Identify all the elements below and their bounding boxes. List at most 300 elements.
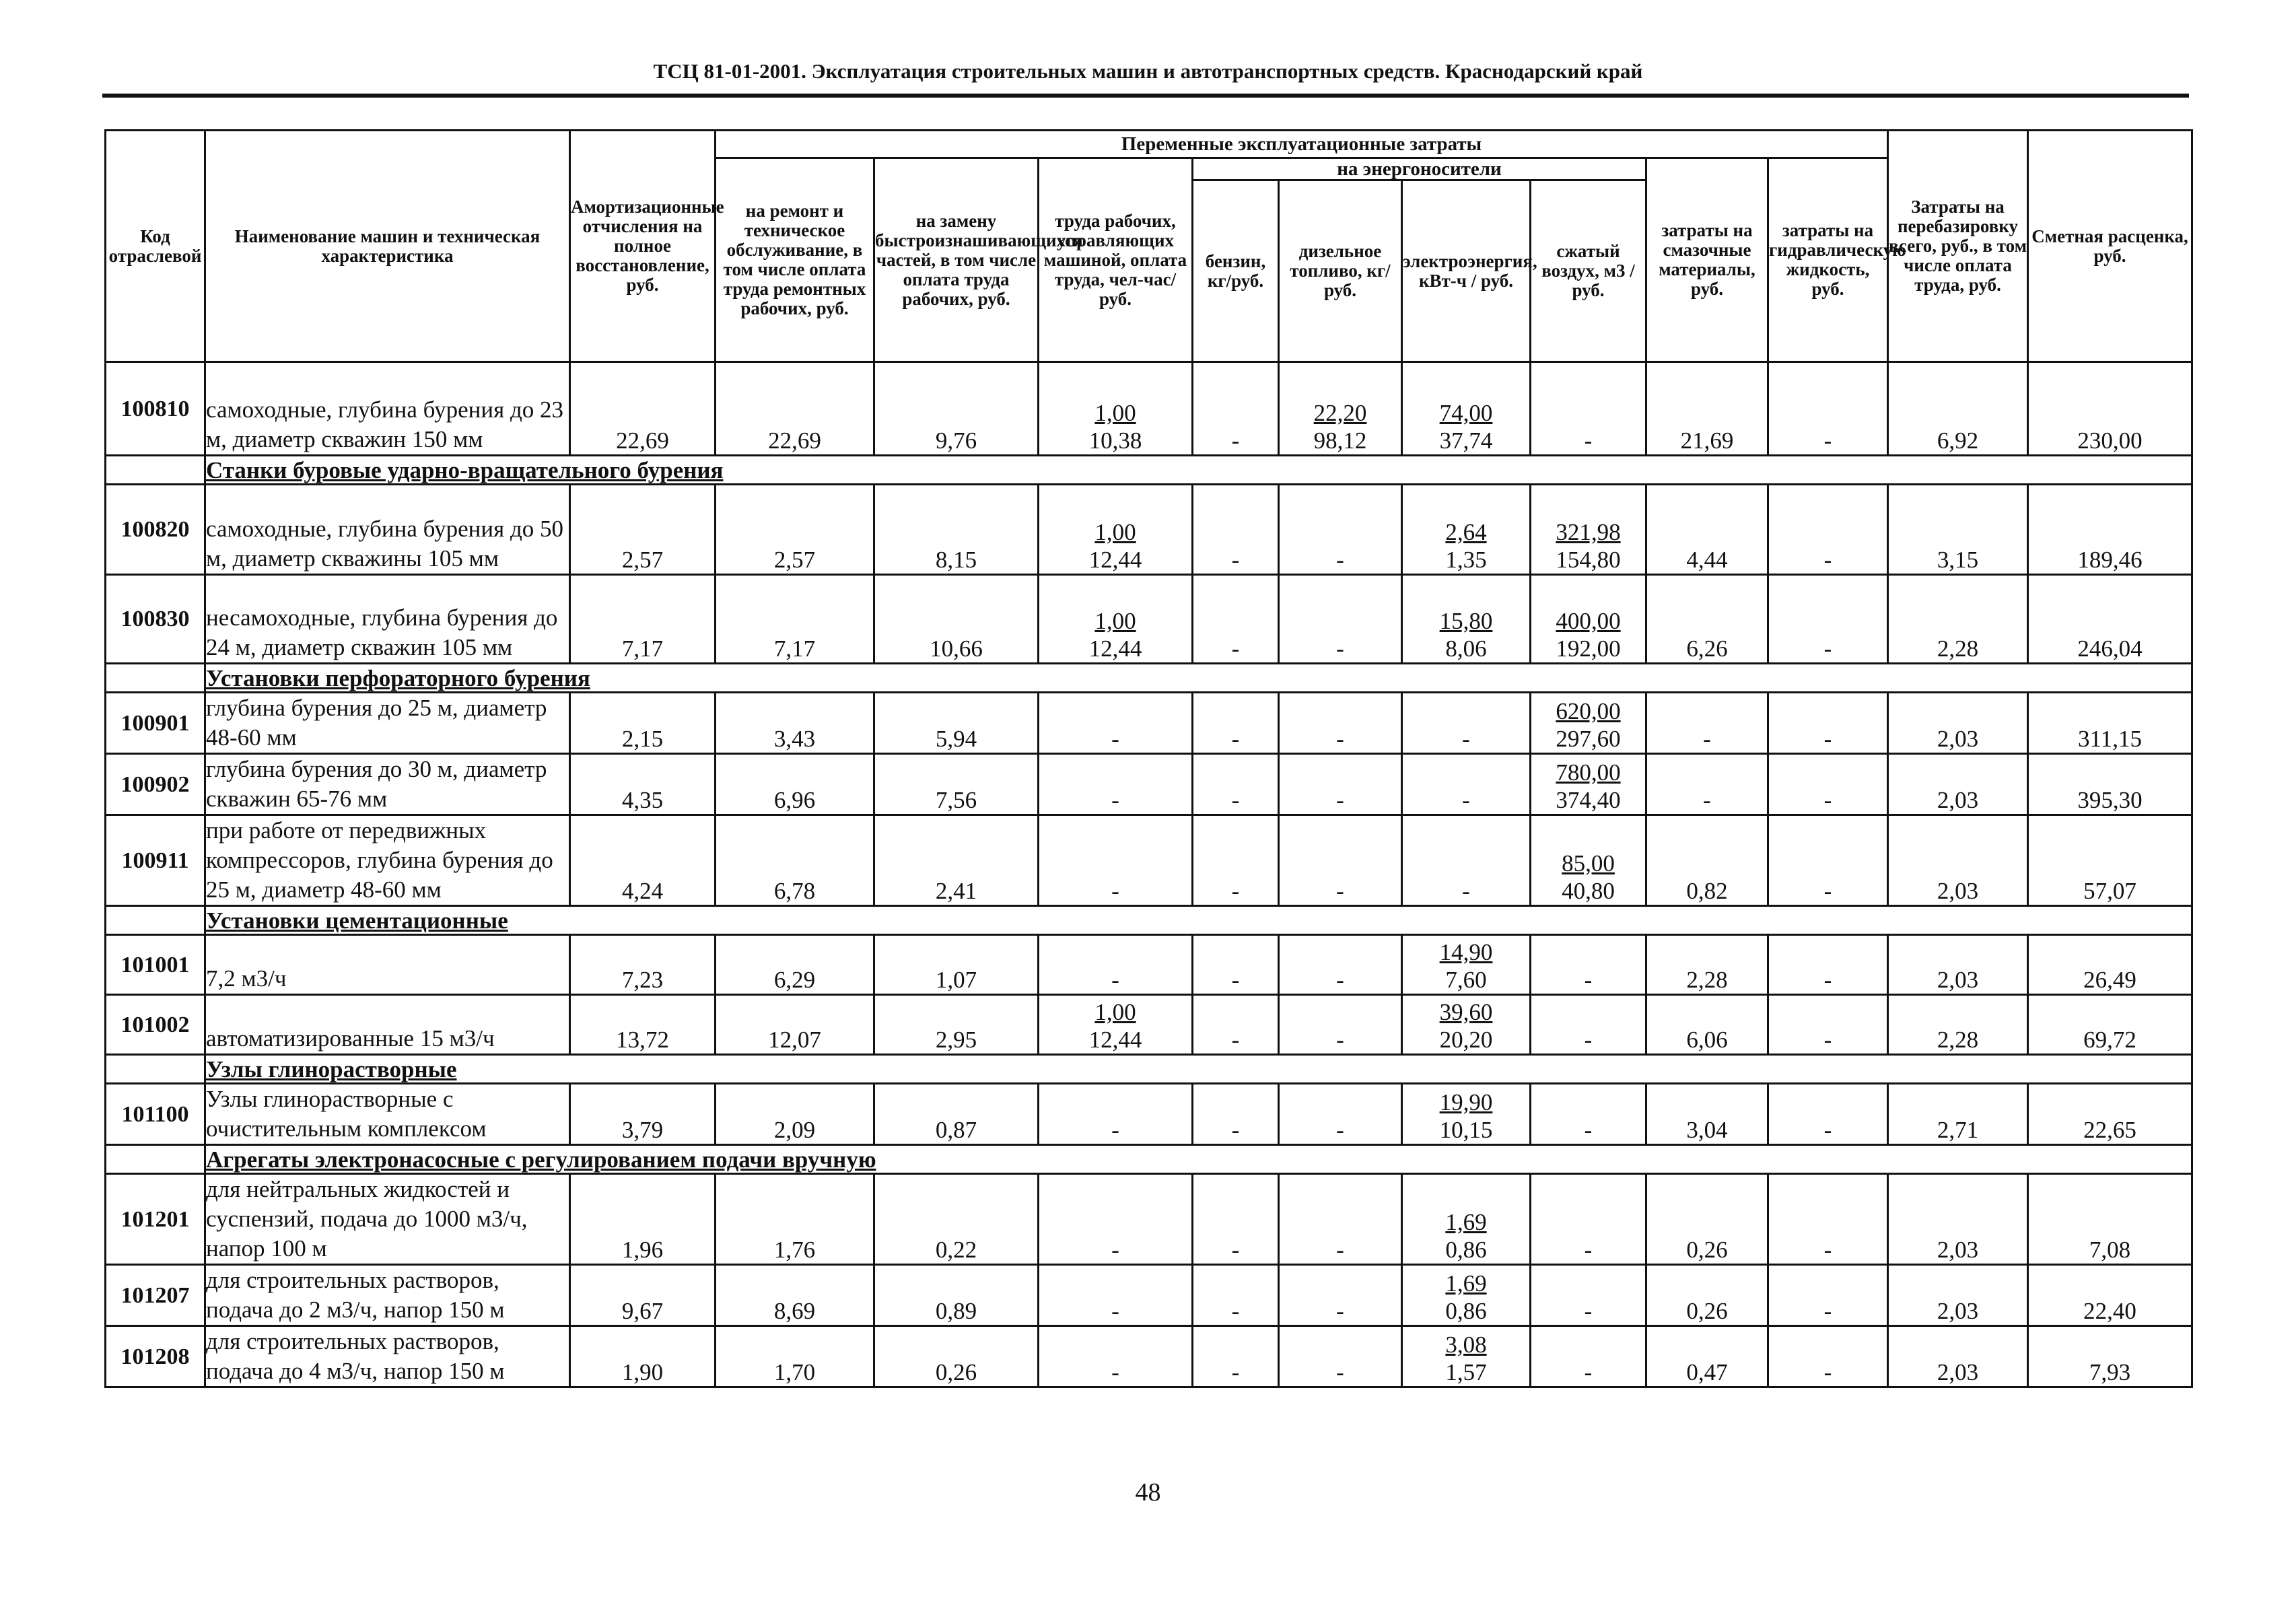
group-title-text: Агрегаты электронасосные с регулированием подачи вручную (206, 1146, 876, 1173)
cell-name: при работе от передвижных компрессоров, глубина бурения до 25 м, диаметр 48-60 мм (205, 815, 570, 906)
cell-parts: 0,26 (874, 1326, 1039, 1387)
cell-labor (1039, 1265, 1193, 1326)
electric-rate: 3,08 (1445, 1332, 1487, 1358)
petrol-cost: - (1231, 1117, 1240, 1143)
cell-hydro: - (1768, 754, 1888, 815)
air-rate: 780,00 (1556, 759, 1621, 786)
group-title (205, 456, 2192, 485)
cell-code: 100830 (106, 575, 205, 664)
cell-transfer: 2,03 (1888, 1265, 2028, 1326)
petrol-cost: - (1231, 1027, 1240, 1053)
cell-transfer: 2,03 (1888, 693, 2028, 754)
labor-rate: 1,00 (1094, 519, 1136, 545)
cell-hydro: - (1768, 935, 1888, 995)
labor-cost: - (1111, 1237, 1119, 1263)
table-row (106, 1174, 2192, 1265)
cell-hydro: - (1768, 362, 1888, 456)
col-variable-costs-header: Переменные эксплуатационные затраты (716, 131, 1888, 158)
table-row (106, 1326, 2192, 1387)
electric-cost: 0,86 (1445, 1237, 1487, 1263)
cell-parts: 2,41 (874, 815, 1039, 906)
labor-cost: - (1111, 967, 1119, 993)
group-spacer (106, 456, 205, 485)
table-row (106, 1265, 2192, 1326)
cell-electric (1402, 995, 1531, 1055)
group-title (205, 906, 2192, 935)
cell-electric (1402, 1174, 1531, 1265)
cell-code: 100901 (106, 693, 205, 754)
cell-air (1531, 575, 1646, 664)
cell-lube: 21,69 (1646, 362, 1768, 456)
page-number: 48 (1135, 1478, 1161, 1507)
cell-air (1531, 362, 1646, 456)
cell-petrol (1193, 1174, 1279, 1265)
cell-amort: 4,35 (570, 754, 716, 815)
cell-air (1531, 995, 1646, 1055)
cell-name: глубина бурения до 25 м, диаметр 48-60 мм (205, 693, 570, 754)
cell-air (1531, 1265, 1646, 1326)
cell-electric (1402, 1326, 1531, 1387)
cell-diesel (1279, 935, 1402, 995)
cell-lube: 2,28 (1646, 935, 1768, 995)
cell-air (1531, 754, 1646, 815)
petrol-cost: - (1231, 787, 1240, 813)
cell-price: 7,08 (2028, 1174, 2192, 1265)
cell-hydro: - (1768, 995, 1888, 1055)
table-row (106, 935, 2192, 995)
cell-hydro: - (1768, 1326, 1888, 1387)
air-cost: 374,40 (1556, 787, 1621, 813)
table-row (106, 575, 2192, 664)
cell-price: 230,00 (2028, 362, 2192, 456)
cell-parts: 0,22 (874, 1174, 1039, 1265)
cell-amort: 7,17 (570, 575, 716, 664)
air-cost: - (1584, 1298, 1593, 1324)
cell-amort: 22,69 (570, 362, 716, 456)
col-name-header: Наименование машин и техническая характеристика (205, 131, 570, 362)
cell-name: несамоходные, глубина бурения до 24 м, диаметр скважин 105 мм (205, 575, 570, 664)
cell-electric (1402, 1084, 1531, 1145)
electric-cost: - (1462, 787, 1470, 813)
labor-rate: 1,00 (1094, 400, 1136, 426)
cell-name: самоходные, глубина бурения до 23 м, диаметр скважин 150 мм (205, 362, 570, 456)
group-title-text: Установки перфораторного бурения (206, 665, 590, 691)
cell-labor (1039, 362, 1193, 456)
labor-rate: 1,00 (1094, 608, 1136, 634)
air-cost: 192,00 (1556, 635, 1621, 662)
cell-parts: 0,87 (874, 1084, 1039, 1145)
cell-repair: 12,07 (716, 995, 874, 1055)
diesel-cost: - (1336, 1027, 1344, 1053)
diesel-cost: - (1336, 787, 1344, 813)
cell-labor (1039, 995, 1193, 1055)
cell-amort: 2,15 (570, 693, 716, 754)
cell-electric (1402, 815, 1531, 906)
electric-rate: 1,69 (1445, 1209, 1487, 1235)
cell-repair: 6,29 (716, 935, 874, 995)
cell-air (1531, 1326, 1646, 1387)
group-spacer (106, 906, 205, 935)
cell-price: 57,07 (2028, 815, 2192, 906)
diesel-cost: - (1336, 878, 1344, 904)
cell-diesel (1279, 362, 1402, 456)
diesel-cost: - (1336, 547, 1344, 573)
electric-rate: 39,60 (1439, 999, 1493, 1025)
cell-labor (1039, 485, 1193, 575)
cell-lube: 6,26 (1646, 575, 1768, 664)
cell-price: 22,40 (2028, 1265, 2192, 1326)
group-title-text: Станки буровые ударно-вращательного бурения (206, 457, 724, 483)
labor-cost: 10,38 (1088, 427, 1142, 454)
diesel-cost: - (1336, 726, 1344, 752)
table-row (106, 754, 2192, 815)
group-row (106, 1055, 2192, 1084)
cell-repair: 2,09 (716, 1084, 874, 1145)
petrol-cost: - (1231, 967, 1240, 993)
petrol-cost: - (1231, 1359, 1240, 1385)
cell-labor (1039, 1174, 1193, 1265)
electric-cost: 1,57 (1445, 1359, 1487, 1385)
air-cost: 297,60 (1556, 726, 1621, 752)
cell-name: для строительных растворов, подача до 2 м3/ч, напор 150 м (205, 1265, 570, 1326)
cell-repair: 8,69 (716, 1265, 874, 1326)
group-row (106, 664, 2192, 693)
cell-diesel (1279, 485, 1402, 575)
cell-petrol (1193, 995, 1279, 1055)
petrol-cost: - (1231, 1298, 1240, 1324)
cell-diesel (1279, 815, 1402, 906)
cell-repair: 1,70 (716, 1326, 874, 1387)
cell-price: 22,65 (2028, 1084, 2192, 1145)
cell-electric (1402, 754, 1531, 815)
cell-diesel (1279, 1326, 1402, 1387)
cell-lube: 0,26 (1646, 1174, 1768, 1265)
cell-code: 101002 (106, 995, 205, 1055)
cell-diesel (1279, 754, 1402, 815)
cell-transfer: 2,03 (1888, 815, 2028, 906)
diesel-cost: - (1336, 1359, 1344, 1385)
cell-diesel (1279, 1174, 1402, 1265)
air-cost: 154,80 (1556, 547, 1621, 573)
cell-electric (1402, 693, 1531, 754)
cell-name: 7,2 м3/ч (205, 935, 570, 995)
cell-price: 395,30 (2028, 754, 2192, 815)
cell-code: 101001 (106, 935, 205, 995)
air-cost: - (1584, 1359, 1593, 1385)
cell-name: для нейтральных жидкостей и суспензий, подача до 1000 м3/ч, напор 100 м (205, 1174, 570, 1265)
cell-code: 100911 (106, 815, 205, 906)
cell-parts: 8,15 (874, 485, 1039, 575)
cell-amort: 1,90 (570, 1326, 716, 1387)
cell-hydro: - (1768, 485, 1888, 575)
cell-repair: 7,17 (716, 575, 874, 664)
air-cost: - (1584, 1117, 1593, 1143)
petrol-cost: - (1231, 1237, 1240, 1263)
labor-rate: 1,00 (1094, 999, 1136, 1025)
cell-diesel (1279, 575, 1402, 664)
table-row (106, 1084, 2192, 1145)
col-energy-header: на энергоносители (1193, 158, 1646, 180)
table-row (106, 485, 2192, 575)
cell-hydro: - (1768, 1174, 1888, 1265)
col-amort-header: Амортизационные отчисления на полное восстановление, руб. (570, 131, 716, 362)
cell-petrol (1193, 362, 1279, 456)
cell-name: для строительных растворов, подача до 4 м3/ч, напор 150 м (205, 1326, 570, 1387)
labor-cost: - (1111, 726, 1119, 752)
cell-petrol (1193, 1326, 1279, 1387)
cell-electric (1402, 485, 1531, 575)
cell-transfer: 2,28 (1888, 575, 2028, 664)
cell-amort: 7,23 (570, 935, 716, 995)
cell-petrol (1193, 815, 1279, 906)
cell-labor (1039, 693, 1193, 754)
cell-lube: 0,26 (1646, 1265, 1768, 1326)
group-title-text: Установки цементационные (206, 907, 508, 934)
air-cost: - (1584, 1027, 1593, 1053)
petrol-cost: - (1231, 547, 1240, 573)
cell-price: 26,49 (2028, 935, 2192, 995)
cell-hydro: - (1768, 575, 1888, 664)
cell-transfer: 2,28 (1888, 995, 2028, 1055)
table-row (106, 995, 2192, 1055)
cell-repair: 1,76 (716, 1174, 874, 1265)
petrol-cost: - (1231, 427, 1240, 454)
air-cost: 40,80 (1562, 878, 1615, 904)
cell-labor (1039, 815, 1193, 906)
electric-cost: 20,20 (1439, 1027, 1493, 1053)
group-title (205, 1145, 2192, 1174)
cell-air (1531, 485, 1646, 575)
cell-petrol (1193, 693, 1279, 754)
cell-parts: 1,07 (874, 935, 1039, 995)
electric-cost: - (1462, 726, 1470, 752)
electric-cost: - (1462, 878, 1470, 904)
cell-diesel (1279, 693, 1402, 754)
electric-cost: 0,86 (1445, 1298, 1487, 1324)
cell-amort: 1,96 (570, 1174, 716, 1265)
electric-cost: 10,15 (1439, 1117, 1493, 1143)
cell-repair: 3,43 (716, 693, 874, 754)
cell-code: 100820 (106, 485, 205, 575)
cell-transfer: 6,92 (1888, 362, 2028, 456)
cell-air (1531, 693, 1646, 754)
cell-hydro: - (1768, 1265, 1888, 1326)
cell-lube: 3,04 (1646, 1084, 1768, 1145)
electric-rate: 14,90 (1439, 939, 1493, 965)
cell-transfer: 2,03 (1888, 1174, 2028, 1265)
cell-amort: 13,72 (570, 995, 716, 1055)
labor-cost: - (1111, 1359, 1119, 1385)
cell-lube: - (1646, 754, 1768, 815)
diesel-rate: 22,20 (1313, 400, 1367, 426)
cell-repair: 6,78 (716, 815, 874, 906)
cell-code: 100810 (106, 362, 205, 456)
group-row (106, 1145, 2192, 1174)
rates-table (104, 129, 2193, 1388)
col-labor-header: труда рабочих, управляющих машиной, оплата труда, чел-час/руб. (1039, 158, 1193, 362)
cell-transfer: 2,03 (1888, 1326, 2028, 1387)
labor-cost: - (1111, 1298, 1119, 1324)
cell-code: 101100 (106, 1084, 205, 1145)
cell-labor (1039, 935, 1193, 995)
cell-parts: 10,66 (874, 575, 1039, 664)
diesel-cost: - (1336, 1117, 1344, 1143)
electric-rate: 74,00 (1439, 400, 1493, 426)
cell-diesel (1279, 1265, 1402, 1326)
cell-lube: 0,82 (1646, 815, 1768, 906)
cell-hydro: - (1768, 693, 1888, 754)
labor-cost: - (1111, 787, 1119, 813)
group-title (205, 664, 2192, 693)
air-rate: 620,00 (1556, 698, 1621, 724)
cell-air (1531, 1084, 1646, 1145)
cell-labor (1039, 754, 1193, 815)
group-spacer (106, 664, 205, 693)
cell-price: 7,93 (2028, 1326, 2192, 1387)
cell-amort: 3,79 (570, 1084, 716, 1145)
air-cost: - (1584, 1237, 1593, 1263)
col-transfer-header: Затраты на перебазировку всего, руб., в том числе оплата труда, руб. (1888, 131, 2028, 362)
col-petrol-header: бензин, кг/руб. (1193, 180, 1279, 362)
cell-electric (1402, 575, 1531, 664)
cell-parts: 5,94 (874, 693, 1039, 754)
labor-cost: 12,44 (1088, 547, 1142, 573)
cell-parts: 2,95 (874, 995, 1039, 1055)
cell-diesel (1279, 1084, 1402, 1145)
labor-cost: - (1111, 1117, 1119, 1143)
air-cost: - (1584, 967, 1593, 993)
cell-electric (1402, 1265, 1531, 1326)
cell-code: 101201 (106, 1174, 205, 1265)
cell-petrol (1193, 1265, 1279, 1326)
cell-transfer: 2,03 (1888, 935, 2028, 995)
col-hydro-header: затраты на гидравлическую жидкость, руб. (1768, 158, 1888, 362)
petrol-cost: - (1231, 878, 1240, 904)
cell-lube: 6,06 (1646, 995, 1768, 1055)
cell-amort: 4,24 (570, 815, 716, 906)
group-title (205, 1055, 2192, 1084)
col-parts-header: на замену быстроизнашивающихся частей, в том числе оплата труда рабочих, руб. (874, 158, 1039, 362)
cell-air (1531, 815, 1646, 906)
electric-cost: 8,06 (1445, 635, 1487, 662)
cell-price: 189,46 (2028, 485, 2192, 575)
cell-diesel (1279, 995, 1402, 1055)
cell-labor (1039, 575, 1193, 664)
cell-name: самоходные, глубина бурения до 50 м, диаметр скважины 105 мм (205, 485, 570, 575)
electric-rate: 2,64 (1445, 519, 1487, 545)
col-electric-header: электроэнергия, кВт-ч / руб. (1402, 180, 1531, 362)
cell-transfer: 3,15 (1888, 485, 2028, 575)
labor-cost: - (1111, 878, 1119, 904)
cell-electric (1402, 362, 1531, 456)
petrol-cost: - (1231, 726, 1240, 752)
cell-amort: 9,67 (570, 1265, 716, 1326)
cell-petrol (1193, 935, 1279, 995)
electric-cost: 1,35 (1445, 547, 1487, 573)
electric-rate: 15,80 (1439, 608, 1493, 634)
cell-repair: 22,69 (716, 362, 874, 456)
cell-price: 246,04 (2028, 575, 2192, 664)
cell-air (1531, 1174, 1646, 1265)
group-spacer (106, 1145, 205, 1174)
electric-cost: 37,74 (1439, 427, 1493, 454)
group-spacer (106, 1055, 205, 1084)
cell-name: автоматизированные 15 м3/ч (205, 995, 570, 1055)
cell-name: глубина бурения до 30 м, диаметр скважин 65-76 мм (205, 754, 570, 815)
cell-repair: 2,57 (716, 485, 874, 575)
cell-code: 101208 (106, 1326, 205, 1387)
petrol-cost: - (1231, 635, 1240, 662)
col-lube-header: затраты на смазочные материалы, руб. (1646, 158, 1768, 362)
cell-repair: 6,96 (716, 754, 874, 815)
electric-rate: 19,90 (1439, 1089, 1493, 1115)
cell-labor (1039, 1084, 1193, 1145)
cell-amort: 2,57 (570, 485, 716, 575)
cell-parts: 0,89 (874, 1265, 1039, 1326)
group-row (106, 906, 2192, 935)
air-rate: 321,98 (1556, 519, 1621, 545)
electric-cost: 7,60 (1445, 967, 1487, 993)
group-row (106, 456, 2192, 485)
col-air-header: сжатый воздух, м3 / руб. (1531, 180, 1646, 362)
air-rate: 400,00 (1556, 608, 1621, 634)
air-rate: 85,00 (1562, 850, 1615, 876)
labor-cost: 12,44 (1088, 1027, 1142, 1053)
cell-petrol (1193, 575, 1279, 664)
cell-parts: 7,56 (874, 754, 1039, 815)
cell-petrol (1193, 754, 1279, 815)
cell-hydro: - (1768, 815, 1888, 906)
cell-transfer: 2,03 (1888, 754, 2028, 815)
cell-labor (1039, 1326, 1193, 1387)
diesel-cost: - (1336, 1237, 1344, 1263)
cell-price: 69,72 (2028, 995, 2192, 1055)
table-body (106, 362, 2192, 1387)
col-repair-header: на ремонт и техническое обслуживание, в том числе оплата труда ремонтных рабочих, руб. (716, 158, 874, 362)
cell-lube: - (1646, 693, 1768, 754)
col-code-header: Код отраслевой (106, 131, 205, 362)
air-cost: - (1584, 427, 1593, 454)
cell-hydro: - (1768, 1084, 1888, 1145)
cell-petrol (1193, 1084, 1279, 1145)
diesel-cost: - (1336, 1298, 1344, 1324)
diesel-cost: - (1336, 635, 1344, 662)
electric-rate: 1,69 (1445, 1270, 1487, 1297)
col-price-header: Сметная расценка, руб. (2028, 131, 2192, 362)
cell-code: 100902 (106, 754, 205, 815)
cell-code: 101207 (106, 1265, 205, 1326)
table-row (106, 693, 2192, 754)
cell-price: 311,15 (2028, 693, 2192, 754)
labor-cost: 12,44 (1088, 635, 1142, 662)
diesel-cost: 98,12 (1313, 427, 1367, 454)
group-title-text: Узлы глинорастворные (206, 1056, 457, 1082)
diesel-cost: - (1336, 967, 1344, 993)
cell-electric (1402, 935, 1531, 995)
document-header: ТСЦ 81-01-2001. Эксплуатация строительных машин и автотранспортных средств. Краснодарский край (653, 59, 1643, 83)
col-diesel-header: дизельное топливо, кг/руб. (1279, 180, 1402, 362)
table-row (106, 362, 2192, 456)
cell-petrol (1193, 485, 1279, 575)
table-row (106, 815, 2192, 906)
cell-name: Узлы глинорастворные с очистительным комплексом (205, 1084, 570, 1145)
cell-transfer: 2,71 (1888, 1084, 2028, 1145)
cell-air (1531, 935, 1646, 995)
header-rule (102, 94, 2189, 98)
cell-lube: 0,47 (1646, 1326, 1768, 1387)
cell-lube: 4,44 (1646, 485, 1768, 575)
cell-parts: 9,76 (874, 362, 1039, 456)
